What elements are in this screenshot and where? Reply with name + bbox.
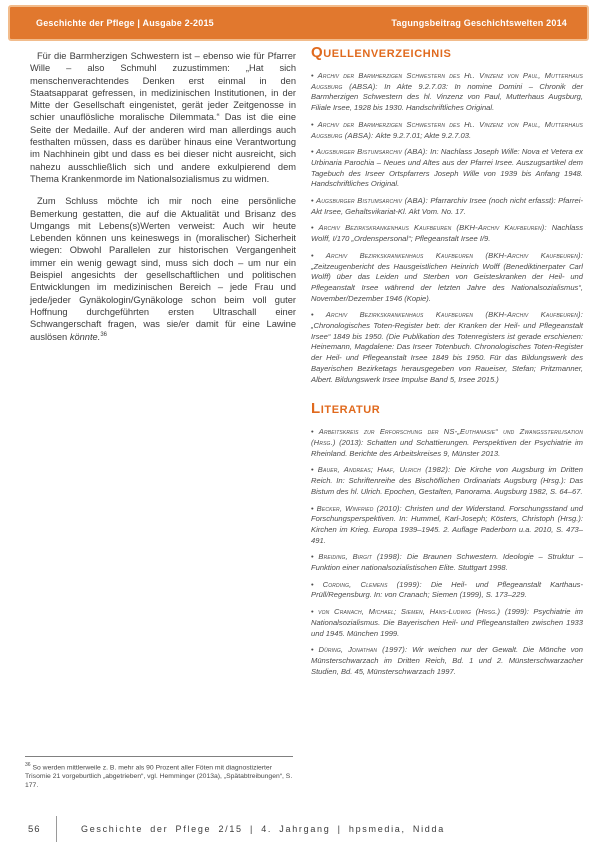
source-entry [311, 71, 583, 114]
reference-author: Becker, Winfried (2010): [316, 503, 405, 513]
paragraph-text: Zum Schluss möchte ich mir noch eine persönliche Bemerkung gestatten, die auf die Aktualität und Brisanz des Umgangs mit Lebens(s)Werten verweist: Auch wir heute Lebenden können uns keineswegs in (moralischer) Sicherheit wiegen: Obwohl Parallelen zur historischen Vergangenheit immer ein wenig gewagt sind, muss sich doch – um nur ein Beispiel angesichts der gesellschaftlichen und politischen Entwicklungen im medizinischen Bereich – jede Frau und jede/jeder Gynäkologin/Gynäkologe schon beim voll guter Hoffnung durchgeführten ersten Ultraschall einer Schwangerschaft fragen, was sie/er damit für eine Lawine auslösen [30, 196, 296, 342]
literature-section-heading: Literatur [311, 400, 381, 418]
reference-details: „Zeitzeugenbericht des Hausgeistlichen Heinrich Wolff (Benediktinerpater Carl Wolff) über das Leiden und Sterben von Geisteskranken der Heil- und Pflegeanstalt Irsee während der letzten Jahre des Nationalsozialismus“, November/Dezember 1946 (Kopie). [311, 261, 583, 303]
bullet-icon: • [311, 250, 326, 260]
literature-list [311, 427, 583, 677]
bullet-icon: • [311, 223, 319, 233]
article-category-label: Tagungsbeitrag Geschichtswelten 2014 [391, 18, 567, 28]
page-footer [0, 814, 607, 844]
literature-entry [311, 427, 583, 459]
source-entry [311, 310, 583, 385]
source-entry [311, 147, 583, 190]
reference-author: Arbeitskreis zur Erforschung der NS-„Euthanasie“ und Zwangssterilisation (Hrsg.) [311, 427, 583, 447]
source-entry [311, 120, 583, 141]
reference-author: Breiding, Birgit (1998): [318, 552, 407, 562]
reference-details: (1999): Psychiatrie im Nationalsozialismus. Die Bayerischen Heil- und Pflegeanstalten zwischen 1933 und 1945. München 1999. [311, 607, 583, 638]
article-paragraph [30, 195, 296, 343]
footer-journal-line: Geschichte der Pflege 2/15 | 4. Jahrgang | hpsmedia, Nidda [81, 824, 445, 834]
bullet-icon: • [311, 427, 319, 437]
reference-author: Augsburger Bistumsarchiv (ABA): [316, 196, 431, 206]
reference-author: Bauer, Andreas; Haaf, Ulrich (1982): [317, 465, 455, 475]
references-column [311, 44, 583, 683]
source-entry [311, 196, 583, 217]
bullet-icon: • [311, 147, 316, 157]
reference-author: Augsburger Bistumsarchiv (ABA): [315, 147, 431, 157]
footnote-divider [25, 756, 293, 757]
bullet-icon: • [311, 579, 323, 589]
reference-author: Archiv der Barmherzigen Schwestern des Hl. Vinzenz von Paul, Mutterhaus Augsburg (ABSA): [311, 119, 583, 140]
literature-entry [311, 607, 583, 639]
bullet-icon: • [311, 503, 317, 513]
reference-details: In: Nachlass Joseph Wille: Nova et Vetera ex Urbinaria Parochia – Neues und Altes aus der Pfarrei Irsee. Auszugsartikel dem Tagebuch des Irseer Ortspfarrers Joseph Wille von 1939 bis Anfang 1948. Handschriftliches Original. [311, 147, 583, 189]
reference-details: Akte 9.2.7.01; Akte 9.2.7.03. [375, 130, 472, 140]
reference-details: Die Braunen Schwestern. Ideologie – Struktur – Funktion einer nationalsozialistischen Elite. Stuttgart 1998. [311, 552, 583, 573]
bullet-icon: • [311, 645, 319, 655]
bullet-icon: • [311, 465, 318, 475]
footnote-reference: 36 [100, 331, 107, 338]
reference-details: Die Heil- und Pflegeanstalt Karthaus-Prüll/Regensburg. In: von Cranach; Siemen (1999), S. 173–229. [311, 579, 583, 600]
footnote-marker: 36 [25, 762, 31, 768]
reference-details: Die Kirche von Augsburg im Dritten Reich. In: Schriftenreihe des Bischöflichen Ordinariats Augsburg (Hrsg.): Das Bistum des hl. Ulrich. Epochen, Gestalten, Panorama. Augsburg 1982, S. 64–67. [311, 465, 583, 496]
article-paragraph [30, 50, 296, 185]
literature-entry [311, 580, 583, 601]
bullet-icon: • [311, 607, 319, 617]
literature-entry [311, 465, 583, 497]
journal-issue-label: Geschichte der Pflege | Ausgabe 2-2015 [36, 18, 214, 28]
sources-list [311, 71, 583, 385]
reference-author: Archiv Bezirkskrankenhaus Kaufbeuren (BKH-Archiv Kaufbeuren): [325, 250, 583, 260]
reference-details: Wir weichen nur der Gewalt. Die Mönche von Münsterschwarzach im Dritten Reich, Bd. 1 und 2. Münsterschwarzacher Studien, Bd. 45, Münsterschwarzach 1997. [311, 645, 584, 676]
reference-author: Cording, Clemens (1999): [322, 579, 431, 589]
footnote-text: So werden mittlerweile z. B. mehr als 90 Prozent aller Föten mit diagnostizierter Trisomie 21 vorgeburtlich „abgetrieben“, vgl. Hemminger (2013a), „Spätabtreibungen“, S. 177. [25, 764, 293, 790]
reference-author: Archiv Bezirkskrankenhaus Kaufbeuren (BKH-Archiv Kaufbeuren): [325, 310, 583, 320]
reference-details: „Chronologisches Toten-Register betr. der Kranken der Heil- und Pflegeanstalt Irsee“ 1849 bis 1950. (Die Publikation des Totenregisters ist gerade erschienen: Heinemann, Magdalene: Das Irseer Totenbuch. Chronologisches Toten-Register der Heil- und Pflegeanstalt Irsee 1849 bis 1950. Für das Bildungswerk des Bayerischen Bezirketags herausgegeben von Raueiser, Stefan; Pritzmanner, Albert. Bildungswerk Irsee Impulse Band 5, Irsee 2015.) [311, 321, 583, 384]
literature-entry [311, 504, 583, 547]
footer-divider [56, 816, 57, 842]
literature-entry [311, 552, 583, 573]
bullet-icon: • [311, 196, 316, 206]
page-header-banner [8, 5, 589, 41]
bullet-icon: • [311, 119, 318, 129]
reference-details: Pfarrarchiv Irsee (noch nicht erfasst): Pfarrei-Akt Irsee, Gehaltsvikariat-Kl. Akt Vom. No. 17. [311, 196, 583, 216]
reference-author: Archiv Bezirkskrankenhaus Kaufbeuren (BKH-Archiv Kaufbeuren): [318, 223, 552, 233]
bullet-icon: • [311, 552, 319, 562]
reference-author: Archiv der Barmherzigen Schwestern des Hl. Vinzenz von Paul, Mutterhaus Augsburg (ABSA): [311, 71, 583, 91]
reference-author: von Cranach, Michael; Siemen, Hans-Ludwig (Hrsg.) [318, 607, 505, 617]
source-entry [311, 251, 583, 305]
emphasized-word: könnte. [69, 331, 101, 342]
bullet-icon: • [311, 71, 318, 80]
footnote [25, 761, 299, 791]
paragraph-text: Für die Barmherzigen Schwestern ist – ebenso wie für Pfarrer Wille – also Schmuhl zuzustimmen: „Hat sich menschenverachtendes Denken erst einmal in den Staatsapparat gefressen, in medizinischen Institutionen, in der Mitte der Gesellschaft eingenistet, gerät jeder Zeitgenosse in schier unauflösliche moralische Dilemmata.“ Das ist die eine Seite der Medaille. Auf der anderen wird man allerdings auch festhalten müssen, dass es darüber hinaus eine Verantwortung im Nachhinein gibt und dass es bei dieser nicht ausreicht, sich nahezu ausschließlich sich und andere exkulpierend dem Thema Krankenmorde im Nationalsozialismus zu widmen. [30, 51, 296, 184]
reference-details: (2013): Schatten und Schattierungen. Perspektiven der Psychiatrie im Rheinland. Berichte des Arbeitskreises 9, Münster 2013. [311, 437, 583, 458]
literature-entry [311, 645, 583, 677]
reference-details: In Akte 9.2.7.03: In nomine Domini – Chronik der Barmherzigen Schwestern des hl. Vinzenz von Paul, Mutterhaus Augsburg, Filiale Irsee, 1928 bis 1930. Handschriftliches Original. [311, 81, 583, 113]
article-body-column [30, 50, 296, 353]
bullet-icon: • [311, 310, 326, 320]
reference-author: Düring, Jonathan (1997): [318, 645, 413, 655]
reference-details: Christen und der Widerstand. Forschungsstand und Forschungsperspektiven. In: Hummel, Karl-Joseph; Kösters, Christoph (Hrsg.): Kirchen im Krieg. Europa 1939–1945. 2. Auflage Paderborn u.a. 2010, S. 473–491. [311, 503, 583, 545]
source-entry [311, 223, 583, 244]
page-number: 56 [28, 823, 41, 835]
reference-details: Nachlass Wolff, I/170 „Ordenspersonal“; Pflegeanstalt Irsee I/9. [311, 223, 583, 244]
sources-section-heading: Quellenverzeichnis [311, 44, 452, 61]
